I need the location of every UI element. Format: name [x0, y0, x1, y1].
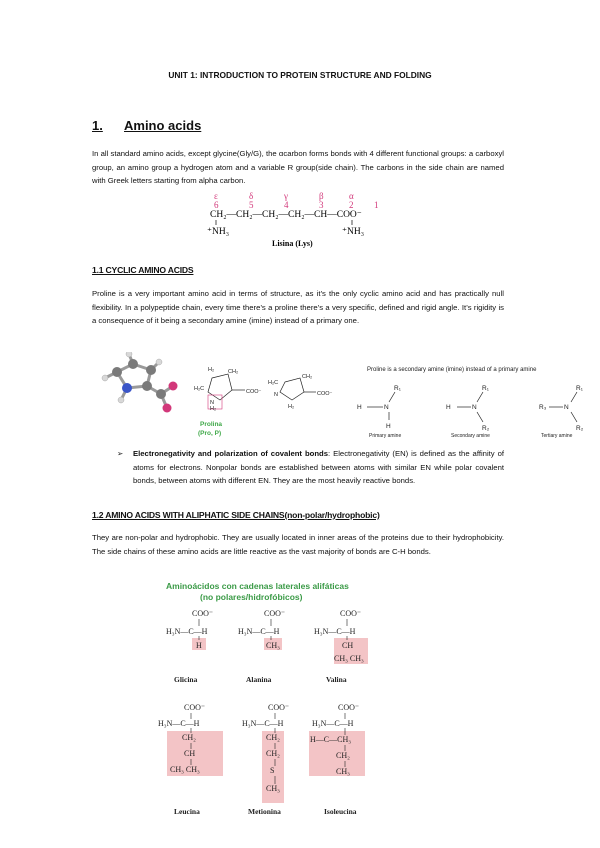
- leu-coo: COO⁻: [184, 703, 206, 712]
- greek-alpha: α: [349, 191, 354, 201]
- proline-coo-1: COO⁻: [246, 389, 262, 395]
- position-6: 6: [214, 200, 219, 210]
- met-side-4: CH₃: [266, 784, 280, 793]
- lysine-structure-figure: [205, 190, 405, 252]
- greek-epsilon: ε: [214, 191, 218, 201]
- bullet-electronegativity: [117, 447, 504, 488]
- ala-backbone: H₃N—C—H: [238, 627, 280, 636]
- svg-text:N: N: [274, 392, 278, 398]
- ile-coo: COO⁻: [338, 703, 360, 712]
- ala-coo: COO⁻: [264, 609, 286, 618]
- position-1: 1: [374, 200, 379, 210]
- val-side-chain-1: CH: [342, 641, 354, 650]
- name-alanine: Alanina: [246, 675, 272, 684]
- section-heading-cyclic: 1.1 CYCLIC AMINO ACIDS: [92, 265, 194, 275]
- aliphatic-paragraph: They are non-polar and hydrophobic. They are usually located in inner areas of the proteins due to their hydrophobicity. The side chains of these amino acids are little reactive as the vast majority of bonds are C-H bonds.: [92, 533, 504, 556]
- gly-backbone: H₃N—C—H: [166, 627, 208, 636]
- svg-text:CH₂: CH₂: [302, 374, 313, 380]
- svg-text:CH₂: CH₂: [228, 369, 239, 375]
- gly-side-chain: H: [196, 641, 202, 650]
- svg-text:N: N: [472, 404, 477, 411]
- amine-label-tertiary: Tertiary amine: [541, 433, 573, 439]
- svg-text:H: H: [386, 423, 391, 430]
- amine-heading: Proline is a secondary amine (imine) instead of a primary amine: [367, 367, 537, 373]
- cyclic-paragraph: Proline is a very important amino acid in terms of structure, as it’s the only cyclic amino acid and has practically null flexibility. In a polypeptide chain, every time there’s a proline there’s a very specific, defined and rigid angle. It’s rigidity is a consequence of it being a secondary amine (imine) instead of a primary one.: [92, 289, 504, 325]
- name-isoleucine: Isoleucina: [324, 807, 357, 816]
- proline-2d-structures: [190, 362, 360, 442]
- svg-text:H₂C: H₂C: [268, 380, 279, 386]
- section-title: Amino acids: [124, 118, 202, 133]
- nh3-right: ⁺NH₃: [342, 227, 365, 237]
- intro-paragraph: In all standard amino acids, except glycine(Gly/G), the αcarbon forms bonds with 4 different functional groups: a carboxyl group, an amino group a hydrogen atom and a variable R group(side chain). The carbons in the side chain are named with Greek letters starting from alpha carbon.: [92, 149, 504, 185]
- greek-beta: β: [319, 191, 324, 201]
- svg-text:R₃: R₃: [539, 404, 547, 411]
- position-2: 2: [349, 200, 354, 210]
- gly-coo: COO⁻: [192, 609, 214, 618]
- svg-text:N: N: [210, 400, 214, 406]
- unit-title: UNIT 1: INTRODUCTION TO PROTEIN STRUCTURE AND FOLDING: [168, 70, 432, 80]
- svg-text:R₁: R₁: [482, 385, 489, 392]
- proline-3d-model: [95, 352, 185, 422]
- leu-side-1: CH₂: [182, 733, 196, 742]
- val-coo: COO⁻: [340, 609, 362, 618]
- section-heading-amino-acids: [92, 118, 201, 133]
- amine-label-primary: Primary amine: [369, 433, 402, 439]
- met-side-1: CH₂: [266, 733, 280, 742]
- lysine-caption: Lisina (Lys): [272, 239, 313, 248]
- ile-backbone: H₃N—C—H: [312, 719, 354, 728]
- section-heading-aliphatic: 1.2 AMINO ACIDS WITH ALIPHATIC SIDE CHAINS(non-polar/hydrophobic): [92, 510, 380, 520]
- name-valine: Valina: [326, 675, 347, 684]
- position-4: 4: [284, 200, 289, 210]
- svg-text:H: H: [357, 404, 362, 411]
- aliphatic-heading-2: (no polares/hidrofóbicos): [200, 592, 303, 602]
- svg-text:H₂: H₂: [208, 367, 215, 373]
- svg-text:H₂: H₂: [288, 404, 295, 410]
- met-side-2: CH₂: [266, 749, 280, 758]
- svg-text:R₁: R₁: [576, 385, 583, 392]
- lysine-chain: CH₂—CH₂—CH₂—CH₂—CH—COO⁻: [210, 210, 362, 220]
- svg-text:R₂: R₂: [576, 425, 584, 432]
- leu-side-2: CH: [184, 749, 196, 758]
- name-methionine: Metionina: [248, 807, 281, 816]
- val-backbone: H₃N—C—H: [314, 627, 356, 636]
- met-side-3: S: [270, 766, 275, 775]
- amine-types-figure: [345, 362, 595, 440]
- svg-text:N: N: [564, 404, 569, 411]
- val-side-chain-2: CH₃ CH₃: [334, 654, 364, 663]
- bullet-bold-lead: Electronegativity and polarization of covalent bonds: [133, 449, 328, 458]
- bullet-arrow-icon: ➢: [117, 449, 124, 458]
- bullet-text: : Electronegativity (EN) is defined as the affinity of atoms for electrons. Nonpolar bonds are established between atoms with similar EN while polar covalent bonds, between atoms with different EN. They are the most heavily reactive bonds.: [133, 449, 504, 485]
- leu-backbone: H₃N—C—H: [158, 719, 200, 728]
- greek-delta: δ: [249, 191, 254, 201]
- ala-side-chain: CH₃: [266, 641, 280, 650]
- svg-text:R₂: R₂: [482, 425, 490, 432]
- svg-text:H: H: [446, 404, 451, 411]
- section-number: 1.: [92, 118, 103, 133]
- svg-text:H₂C: H₂C: [194, 386, 205, 392]
- name-leucine: Leucina: [174, 807, 200, 816]
- svg-text:R₁: R₁: [394, 385, 401, 392]
- svg-text:N: N: [384, 404, 389, 411]
- met-backbone: H₃N—C—H: [242, 719, 284, 728]
- met-coo: COO⁻: [268, 703, 290, 712]
- aliphatic-heading-1: Aminoácidos con cadenas laterales alifáticas: [166, 581, 349, 591]
- proline-caption: Prolina: [200, 421, 223, 428]
- svg-text:H₂: H₂: [210, 406, 217, 412]
- leu-side-3: CH₃ CH₃: [170, 765, 200, 774]
- aliphatic-amino-acids-figure: [152, 578, 392, 818]
- name-glycine: Glicina: [174, 675, 198, 684]
- nh3-left: ⁺NH₃: [207, 227, 230, 237]
- greek-gamma: γ: [284, 191, 288, 201]
- ile-side-3: CH₃: [336, 767, 350, 776]
- position-5: 5: [249, 200, 254, 210]
- proline-caption-abbrev: (Pro, P): [198, 430, 222, 437]
- ile-side-2: CH₂: [336, 751, 350, 760]
- amine-label-secondary: Secondary amine: [451, 433, 490, 439]
- ile-side-1: H—C—CH₃: [310, 735, 352, 744]
- svg-text:COO⁻: COO⁻: [317, 391, 333, 397]
- position-3: 3: [319, 200, 324, 210]
